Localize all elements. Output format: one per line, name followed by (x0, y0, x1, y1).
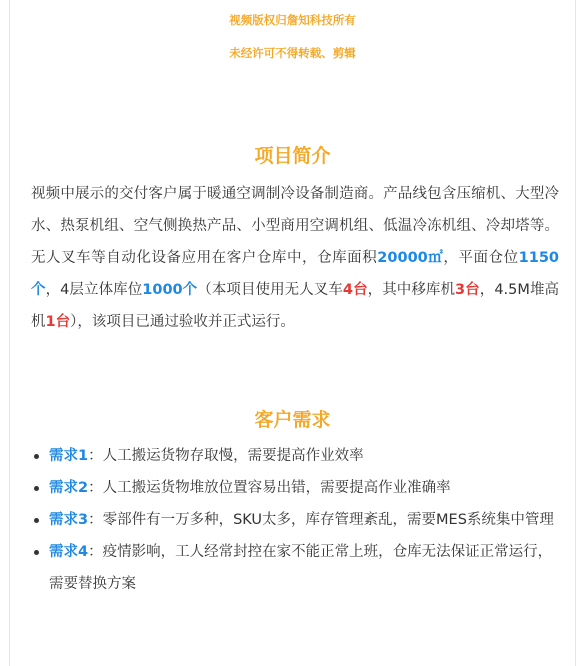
highlight-count: 4台 (342, 282, 368, 298)
intro-text: ，4层立体库位 (45, 282, 143, 298)
highlight-figure: 20000㎡ (377, 250, 444, 266)
project-intro-paragraph (31, 178, 559, 338)
intro-text: ，平面仓位 (443, 250, 519, 266)
need-label: 需求2 (49, 480, 89, 496)
article-page (9, 0, 576, 666)
project-intro-heading: 项目简介 (254, 145, 331, 167)
need-item (31, 536, 561, 600)
highlight-count: 3台 (455, 282, 480, 298)
need-item (31, 472, 561, 504)
intro-text: 视频中展示的交付客户属于暖通空调制冷设备制造商。产品线包含压缩机、大型冷水、热泵机组、空气侧换热产品、小型商用空调机组、低温冷冻机组、冷却塔等。无人叉车等自动化设备应用在客户仓库中，仓库面积 (31, 186, 559, 266)
intro-text: ，其中移库机 (367, 282, 456, 298)
highlight-figure: 1150个 (31, 250, 559, 298)
need-label: 需求1 (49, 448, 89, 464)
customer-needs-list (31, 440, 561, 600)
bullet-icon (34, 518, 39, 523)
intro-text: （本项目使用无人叉车 (197, 282, 343, 298)
copyright-notice: 视频版权归詹知科技所有 (229, 13, 356, 27)
bullet-icon (34, 454, 39, 459)
need-text: ：人工搬运货物存取慢，需要提高作业效率 (88, 448, 364, 464)
need-text: ：零部件有一万多种，SKU太多，库存管理紊乱，需要MES系统集中管理 (88, 512, 554, 528)
bullet-icon (34, 550, 39, 555)
intro-text: ），该项目已通过验收并正式运行。 (70, 314, 295, 330)
need-item (31, 440, 561, 472)
need-text: ：人工搬运货物堆放位置容易出错，需要提高作业准确率 (88, 480, 451, 496)
customer-needs-heading: 客户需求 (254, 409, 331, 431)
highlight-figure: 1000个 (142, 282, 198, 298)
need-label: 需求3 (49, 512, 89, 528)
reprint-notice: 未经许可不得转载、剪辑 (229, 46, 356, 60)
bullet-icon (34, 486, 39, 491)
need-text: ：疫情影响，工人经常封控在家不能正常上班，仓库无法保证正常运行，需要替换方案 (49, 544, 553, 592)
need-item (31, 504, 561, 536)
highlight-count: 1台 (45, 314, 71, 330)
intro-text: ，4.5M堆高机 (31, 282, 560, 330)
need-label: 需求4 (49, 544, 89, 560)
